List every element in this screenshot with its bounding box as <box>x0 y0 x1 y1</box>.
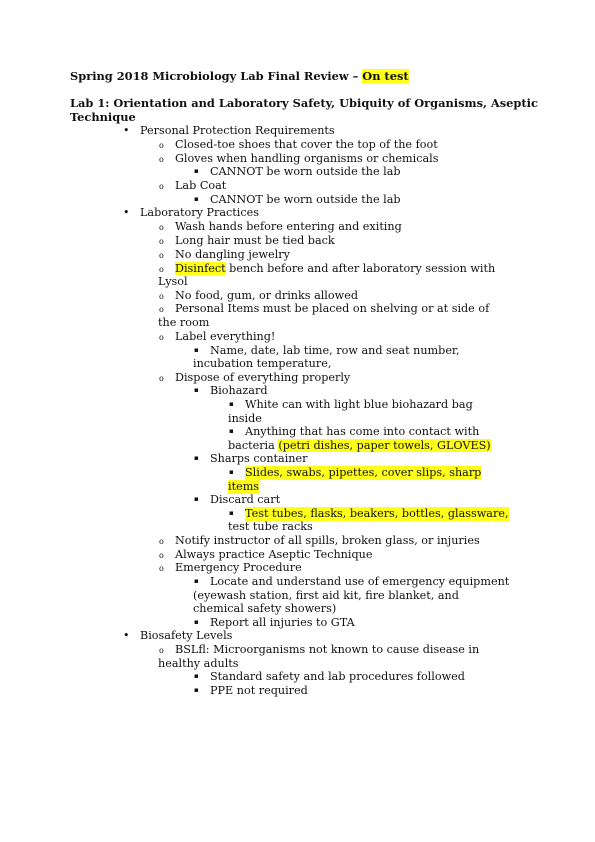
list-item: ▪ CANNOT be worn outside the lab <box>210 193 401 207</box>
page-title <box>70 70 409 84</box>
text: bench before and after laboratory session with <box>225 262 496 275</box>
text: bacteria <box>228 439 279 452</box>
list-item: ▪ Slides, swabs, pipettes, cover slips, sharp <box>245 466 481 480</box>
list-item-continuation: Lysol <box>158 275 188 288</box>
list-item-continuation: items <box>228 480 260 493</box>
list-item: o Emergency Procedure <box>175 561 302 575</box>
list-item: o Personal Items must be placed on shelving or at side of <box>175 302 489 316</box>
list-item: ▪ Name, date, lab time, row and seat number, <box>210 344 460 358</box>
list-item: o Gloves when handling organisms or chemicals <box>175 152 439 166</box>
list-item: • Laboratory Practices <box>140 206 259 220</box>
list-item: ▪ PPE not required <box>210 684 308 698</box>
list-item: ▪ Discard cart <box>210 493 280 507</box>
list-item-continuation: inside <box>228 412 262 425</box>
list-item: ▪ CANNOT be worn outside the lab <box>210 165 401 179</box>
list-item: ▪ White can with light blue biohazard bag <box>245 398 473 412</box>
list-item: o Notify instructor of all spills, broken glass, or injuries <box>175 534 480 548</box>
list-item: o No dangling jewelry <box>175 248 290 262</box>
list-item: • Biosafety Levels <box>140 629 232 643</box>
list-item-continuation: incubation temperature, <box>193 357 332 370</box>
list-item: ▪ Test tubes, flasks, beakers, bottles, glassware, <box>245 507 509 521</box>
list-item: o Long hair must be tied back <box>175 234 335 248</box>
list-item: o Wash hands before entering and exiting <box>175 220 402 234</box>
list-item: o Dispose of everything properly <box>175 371 350 385</box>
highlight-text: Disinfect <box>175 262 226 275</box>
list-item <box>175 262 495 276</box>
list-item-continuation: chemical safety showers) <box>193 602 337 615</box>
title-text: Spring 2018 Microbiology Lab Final Review – <box>70 69 363 83</box>
list-item: ▪ Report all injuries to GTA <box>210 616 355 630</box>
list-item: o No food, gum, or drinks allowed <box>175 289 358 303</box>
list-item: ▪ Sharps container <box>210 452 307 466</box>
list-item: ▪ Anything that has come into contact with <box>245 425 479 439</box>
section-heading: Lab 1: Orientation and Laboratory Safety, Ubiquity of Organisms, Aseptic Technique <box>70 96 538 124</box>
list-item-continuation <box>228 439 491 453</box>
list-item: o Always practice Aseptic Technique <box>175 548 372 562</box>
list-item-continuation: test tube racks <box>228 520 313 533</box>
list-item: o Closed-toe shoes that cover the top of the foot <box>175 138 438 152</box>
highlight-text: (petri dishes, paper towels, GLOVES) <box>278 439 491 452</box>
list-item-continuation: healthy adults <box>158 657 239 670</box>
list-item: ▪ Biohazard <box>210 384 267 398</box>
list-item: • Personal Protection Requirements <box>140 124 335 138</box>
list-item: o BSLfl: Microorganisms not known to cause disease in <box>175 643 479 657</box>
list-item: o Lab Coat <box>175 179 226 193</box>
list-item-continuation: the room <box>158 316 210 329</box>
list-item: ▪ Locate and understand use of emergency equipment <box>210 575 509 589</box>
title-highlight: On test <box>362 69 409 83</box>
list-item: ▪ Standard safety and lab procedures followed <box>210 670 465 684</box>
list-item-continuation: (eyewash station, first aid kit, fire blanket, and <box>193 589 459 602</box>
list-item: o Label everything! <box>175 330 275 344</box>
